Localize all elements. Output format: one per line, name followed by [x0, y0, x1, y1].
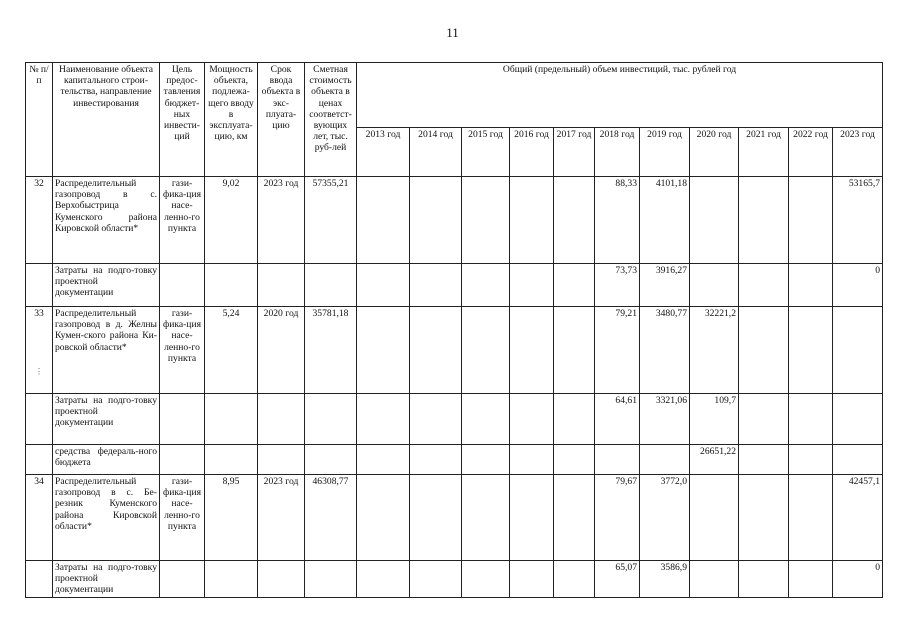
capacity: 8,95 [205, 475, 258, 561]
investment-value [510, 307, 554, 394]
header-year: 2020 год [690, 128, 739, 177]
investment-value [410, 445, 462, 475]
commissioning-term: 2023 год [258, 475, 305, 561]
investment-value [462, 475, 510, 561]
object-name: Распределительный газопровод в с. Верхобыстрица Куменского района Кировской области* [53, 177, 160, 264]
header-year: 2016 год [510, 128, 554, 177]
header-year: 2018 год [595, 128, 640, 177]
estimated-cost [305, 561, 357, 598]
investment-value [510, 264, 554, 307]
estimated-cost: 46308,77 [305, 475, 357, 561]
investment-value [739, 264, 789, 307]
estimated-cost [305, 264, 357, 307]
commissioning-term [258, 394, 305, 445]
investment-value [789, 561, 833, 598]
commissioning-term [258, 264, 305, 307]
investment-value [462, 177, 510, 264]
table-row [26, 394, 883, 445]
table-row [26, 264, 883, 307]
investment-value [510, 561, 554, 598]
investment-value: 42457,1 [833, 475, 883, 561]
purpose [160, 394, 205, 445]
object-name: Затраты на подго-товку проектной документации [53, 394, 160, 445]
commissioning-term: 2020 год [258, 307, 305, 394]
object-name: Распределительный газопровод в д. Желны Кумен-ского района Ки-ровской области* [53, 307, 160, 394]
investment-value [410, 561, 462, 598]
purpose: гази-фика-ция насе-ленно-го пункта [160, 307, 205, 394]
investment-value [462, 445, 510, 475]
investment-value: 53165,7 [833, 177, 883, 264]
header-year: 2023 год [833, 128, 883, 177]
row-number [26, 264, 53, 307]
investment-value: 3321,06 [640, 394, 690, 445]
table-row [26, 307, 883, 394]
row-number: 32 [26, 177, 53, 264]
investment-value: 79,67 [595, 475, 640, 561]
header-year: 2022 год [789, 128, 833, 177]
commissioning-term: 2023 год [258, 177, 305, 264]
investment-value [357, 177, 410, 264]
investment-value [357, 561, 410, 598]
investment-value: 109,7 [690, 394, 739, 445]
investment-value [554, 307, 595, 394]
investment-value [833, 307, 883, 394]
table-row [26, 445, 883, 475]
investment-value: 79,21 [595, 307, 640, 394]
purpose [160, 445, 205, 475]
investment-value [554, 445, 595, 475]
table-row [26, 561, 883, 598]
object-name: Затраты на подго-товку проектной документации [53, 264, 160, 307]
investment-value [739, 445, 789, 475]
investment-value [739, 307, 789, 394]
investment-value [462, 307, 510, 394]
investment-value [357, 307, 410, 394]
row-number: 33 [26, 307, 53, 394]
investment-value: 64,61 [595, 394, 640, 445]
commissioning-term [258, 561, 305, 598]
investment-value: 3586,9 [640, 561, 690, 598]
investment-value [789, 264, 833, 307]
investment-value [739, 475, 789, 561]
investment-value [510, 475, 554, 561]
header-year: 2021 год [739, 128, 789, 177]
header-year: 2015 год [462, 128, 510, 177]
investment-value: 3480,77 [640, 307, 690, 394]
investment-value [510, 394, 554, 445]
capacity [205, 561, 258, 598]
investment-value [410, 177, 462, 264]
investment-value [357, 264, 410, 307]
investment-value [410, 475, 462, 561]
investment-value [640, 445, 690, 475]
purpose: гази-фика-ция насе-ленно-го пункта [160, 177, 205, 264]
capacity [205, 394, 258, 445]
row-number: 34 [26, 475, 53, 561]
investment-value [595, 445, 640, 475]
row-number [26, 445, 53, 475]
investment-value [789, 475, 833, 561]
object-name: Распределительный газопровод в с. Бе-резник Куменского района Кировской области* [53, 475, 160, 561]
object-name: средства федераль-ного бюджета [53, 445, 160, 475]
header-purpose: Цель предос-тавления бюджет-ных инвести-ций [160, 63, 205, 177]
investment-value: 65,07 [595, 561, 640, 598]
estimated-cost: 35781,18 [305, 307, 357, 394]
investment-value: 26651,22 [690, 445, 739, 475]
capacity [205, 264, 258, 307]
investment-value [410, 264, 462, 307]
investment-value [833, 394, 883, 445]
header-year: 2019 год [640, 128, 690, 177]
object-name: Затраты на подго-товку проектной документации [53, 561, 160, 598]
header-investments: Общий (предельный) объем инвестиций, тыс. рублей год [357, 63, 883, 128]
investment-table [25, 62, 883, 598]
investment-value [833, 445, 883, 475]
table-row [26, 475, 883, 561]
margin-mark: ⋮ [35, 367, 43, 376]
investment-value: 3916,27 [640, 264, 690, 307]
purpose [160, 561, 205, 598]
investment-value [789, 445, 833, 475]
investment-value [789, 177, 833, 264]
header-name: Наименование объекта капитального строи-тельства, направление инвестирования [53, 63, 160, 177]
page-number: 11 [446, 25, 459, 40]
investment-value: 4101,18 [640, 177, 690, 264]
header-num: № п/п [26, 63, 53, 177]
estimated-cost [305, 394, 357, 445]
investment-value: 73,73 [595, 264, 640, 307]
investment-value [462, 561, 510, 598]
investment-value [357, 445, 410, 475]
investment-value: 0 [833, 264, 883, 307]
investment-value [554, 475, 595, 561]
purpose: гази-фика-ция насе-ленно-го пункта [160, 475, 205, 561]
investment-value: 0 [833, 561, 883, 598]
investment-value [510, 445, 554, 475]
investment-value [462, 394, 510, 445]
investment-value [690, 177, 739, 264]
table-row [26, 177, 883, 264]
investment-value: 88,33 [595, 177, 640, 264]
investment-value [739, 561, 789, 598]
investment-value [690, 264, 739, 307]
header-capacity: Мощность объекта, подлежа-щего вводу в эксплуата-цию, км [205, 63, 258, 177]
purpose [160, 264, 205, 307]
investment-value [690, 475, 739, 561]
investment-value [739, 177, 789, 264]
investment-value [554, 394, 595, 445]
investment-value [462, 264, 510, 307]
investment-value [554, 264, 595, 307]
header-year: 2013 год [357, 128, 410, 177]
investment-value: 32221,2 [690, 307, 739, 394]
capacity: 9,02 [205, 177, 258, 264]
header-cost: Сметная стоимость объекта в ценах соответст-вующих лет, тыс. руб-лей [305, 63, 357, 177]
header-year: 2017 год [554, 128, 595, 177]
row-number [26, 561, 53, 598]
investment-value [739, 394, 789, 445]
investment-value: 3772,0 [640, 475, 690, 561]
investment-value [554, 177, 595, 264]
investment-value [789, 307, 833, 394]
commissioning-term [258, 445, 305, 475]
estimated-cost [305, 445, 357, 475]
investment-value [410, 307, 462, 394]
capacity: 5,24 [205, 307, 258, 394]
row-number [26, 394, 53, 445]
investment-value [690, 561, 739, 598]
capacity [205, 445, 258, 475]
header-year: 2014 год [410, 128, 462, 177]
investment-value [554, 561, 595, 598]
investment-value [410, 394, 462, 445]
estimated-cost: 57355,21 [305, 177, 357, 264]
investment-value [357, 394, 410, 445]
header-term: Срок ввода объекта в экс-плуата-цию [258, 63, 305, 177]
investment-value [357, 475, 410, 561]
investment-value [510, 177, 554, 264]
investment-value [789, 394, 833, 445]
